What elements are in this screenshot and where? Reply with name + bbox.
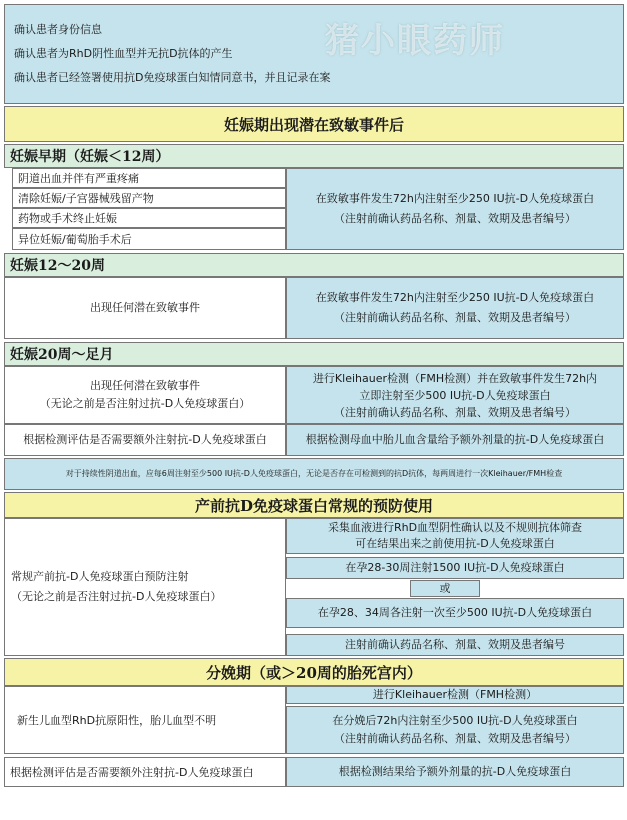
early-note: （注射前确认药品名称、剂量、效期及患者编号）: [334, 212, 576, 225]
late-assess-action: 根据检测母血中胎儿血含量给予额外剂量的抗-D人免疫球蛋白: [286, 424, 624, 456]
antenatal-option-2: 在孕28、34周各注射一次至少500 IU抗-D人免疫球蛋白: [286, 598, 624, 628]
continuous-bleeding-note: 对于持续性阴道出血，应每6周注射至少500 IU抗-D人免疫球蛋白，无论是否存在可检测到的抗D抗体，每两周进行一次Kleihauer/FMH检查: [4, 458, 624, 490]
early-action: 在致敏事件发生72h内注射至少250 IU抗-D人免疫球蛋白: [315, 192, 595, 205]
antenatal-left-2: （无论之前是否注射过抗-D人免疫球蛋白）: [11, 590, 222, 603]
delivery-section-title: 分娩期（或＞20周的胎死宫内）: [4, 658, 624, 686]
late-pregnancy-heading: 妊娠20周～足月: [4, 342, 624, 366]
antenatal-left-1: 常规产前抗-D人免疫球蛋白预防注射: [11, 570, 189, 583]
antenatal-screening-2: 可在结果出来之前使用抗-D人免疫球蛋白: [355, 537, 555, 550]
delivery-assess: 根据检测评估是否需要额外注射抗-D人免疫球蛋白: [4, 757, 286, 787]
header-line-1: 确认患者身份信息: [14, 23, 102, 36]
early-event-3: 药物或手术终止妊娠: [12, 208, 286, 228]
delivery-test: 进行Kleihauer检测（FMH检测）: [286, 686, 624, 704]
antenatal-option-1: 在孕28-30周注射1500 IU抗-D人免疫球蛋白: [286, 557, 624, 579]
pregnancy-section-title: 妊娠期出现潜在致敏事件后: [4, 106, 624, 142]
late-event: 出现任何潜在致敏事件: [90, 379, 200, 392]
late-action-1: 进行Kleihauer检测（FMH检测）并在致敏事件发生72h内: [312, 371, 598, 385]
antenatal-screening-box: [286, 518, 624, 554]
mid-action-box: [286, 277, 624, 339]
header-box: [4, 4, 624, 104]
antenatal-left-box: [4, 518, 286, 656]
late-action-2: 立即注射至少500 IU抗-D人免疫球蛋白: [359, 388, 551, 402]
watermark: 猪小眼药师: [325, 21, 505, 61]
antenatal-screening-1: 采集血液进行RhD血型阴性确认以及不规则抗体筛查: [327, 521, 583, 534]
delivery-action-box: [286, 706, 624, 754]
header-line-2: 确认患者为RhD阴性血型并无抗D抗体的产生: [14, 47, 233, 60]
delivery-action: 在分娩后72h内注射至少500 IU抗-D人免疫球蛋白: [332, 714, 578, 727]
mid-action: 在致敏事件发生72h内注射至少250 IU抗-D人免疫球蛋白: [315, 291, 595, 304]
early-action-box: [286, 168, 624, 250]
header-line-3: 确认患者已经签署使用抗D免疫球蛋白知情同意书，并且记录在案: [14, 71, 331, 84]
late-assess: 根据检测评估是否需要额外注射抗-D人免疫球蛋白: [4, 424, 286, 456]
late-event-note: （无论之前是否注射过抗-D人免疫球蛋白）: [39, 397, 251, 410]
mid-note: （注射前确认药品名称、剂量、效期及患者编号）: [334, 311, 576, 324]
early-event-2: 清除妊娠/子宫器械残留产物: [12, 188, 286, 208]
mid-event: 出现任何潜在致敏事件: [4, 277, 286, 339]
late-event-box: [4, 366, 286, 424]
antenatal-or: 或: [410, 580, 480, 597]
early-pregnancy-heading: 妊娠早期（妊娠＜12周）: [4, 144, 624, 168]
early-event-1: 阴道出血并伴有严重疼痛: [12, 168, 286, 188]
delivery-assess-action: 根据检测结果给予额外剂量的抗-D人免疫球蛋白: [286, 757, 624, 787]
mid-pregnancy-heading: 妊娠12～20周: [4, 253, 624, 277]
delivery-left: 新生儿血型RhD抗原阳性，胎儿血型不明: [4, 686, 286, 754]
antenatal-confirm: 注射前确认药品名称、剂量、效期及患者编号: [286, 634, 624, 656]
late-action-box: [286, 366, 624, 424]
early-event-4: 异位妊娠/葡萄胎手术后: [12, 228, 286, 250]
antenatal-section-title: 产前抗D免疫球蛋白常规的预防使用: [4, 492, 624, 518]
late-action-note: （注射前确认药品名称、剂量、效期及患者编号）: [334, 405, 576, 419]
delivery-note: （注射前确认药品名称、剂量、效期及患者编号）: [334, 732, 576, 745]
